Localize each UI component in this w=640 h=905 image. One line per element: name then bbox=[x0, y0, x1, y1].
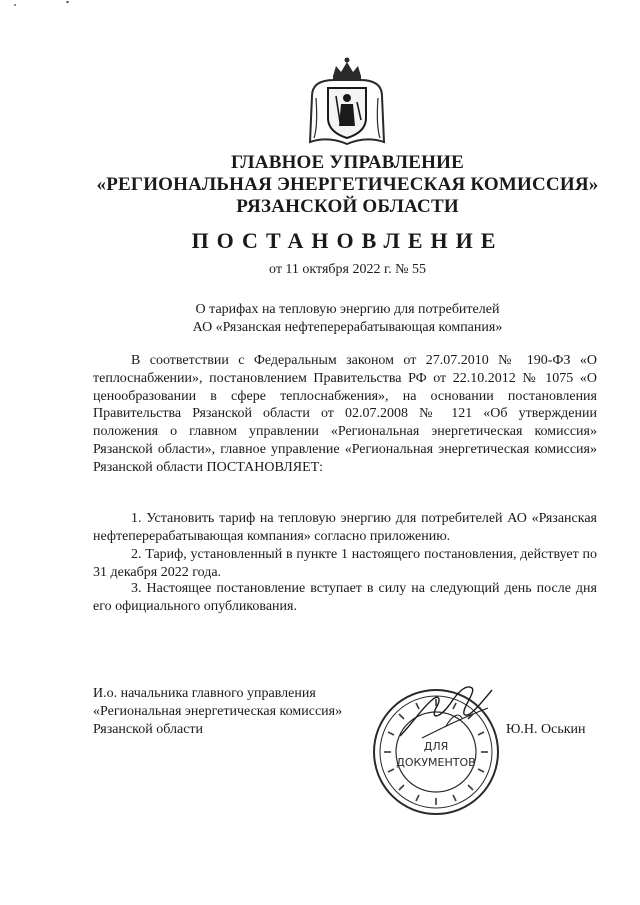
header-line-2: «РЕГИОНАЛЬНАЯ ЭНЕРГЕТИЧЕСКАЯ КОМИССИЯ» bbox=[96, 174, 599, 195]
document-type-title: ПОСТАНОВЛЕНИЕ bbox=[191, 228, 504, 253]
clause-1: 1. Установить тариф на тепловую энергию для потребителей АО «Рязанская нефтеперерабатывающая компания» согласно приложению. bbox=[93, 511, 597, 544]
subject-line-2: АО «Рязанская нефтеперерабатывающая компания» bbox=[192, 320, 503, 335]
handwritten-signature bbox=[392, 678, 502, 744]
scan-speck bbox=[66, 1, 69, 3]
document-date-number: от 11 октября 2022 г. № 55 bbox=[269, 262, 426, 277]
signatory-title-line-1: И.о. начальника главного управления bbox=[93, 686, 316, 701]
stamp-center-line-2: ДОКУМЕНТОВ bbox=[396, 756, 476, 769]
header-line-3: РЯЗАНСКОЙ ОБЛАСТИ bbox=[236, 196, 459, 217]
subject-line-1: О тарифах на тепловую энергию для потребителей bbox=[195, 302, 500, 317]
signatory-title-line-2: «Региональная энергетическая комиссия» bbox=[93, 704, 343, 719]
coat-of-arms-icon bbox=[306, 56, 388, 148]
signatory-title-line-3: Рязанской области bbox=[93, 722, 204, 737]
stamp-center-line-1: ДЛЯ bbox=[423, 740, 449, 753]
scan-speck bbox=[14, 4, 16, 6]
clause-3: 3. Настоящее постановление вступает в силу на следующий день после дня его официального опубликования. bbox=[93, 581, 597, 614]
signatory-name: Ю.Н. Оськин bbox=[506, 722, 586, 737]
header-line-1: ГЛАВНОЕ УПРАВЛЕНИЕ bbox=[231, 152, 464, 173]
preamble-paragraph: В соответствии с Федеральным законом от 27.07.2010 № 190-ФЗ «О теплоснабжении», постановлением Правительства РФ от 22.10.2012 № 1075 «О ценообразовании в сфере теплоснабжения», на основании постановления Правительства Рязанской области от 02.07.2008 № 121 «Об утверждении положения о главном управлении «Региональная энергетическая комиссия» Рязанской области», главное управление «Региональная энергетическая комиссия» Рязанской области ПОСТАНОВЛЯЕТ: bbox=[93, 353, 597, 475]
clause-2: 2. Тариф, установленный в пункте 1 настоящего постановления, действует по 31 декабря 2022 года. bbox=[93, 547, 597, 580]
